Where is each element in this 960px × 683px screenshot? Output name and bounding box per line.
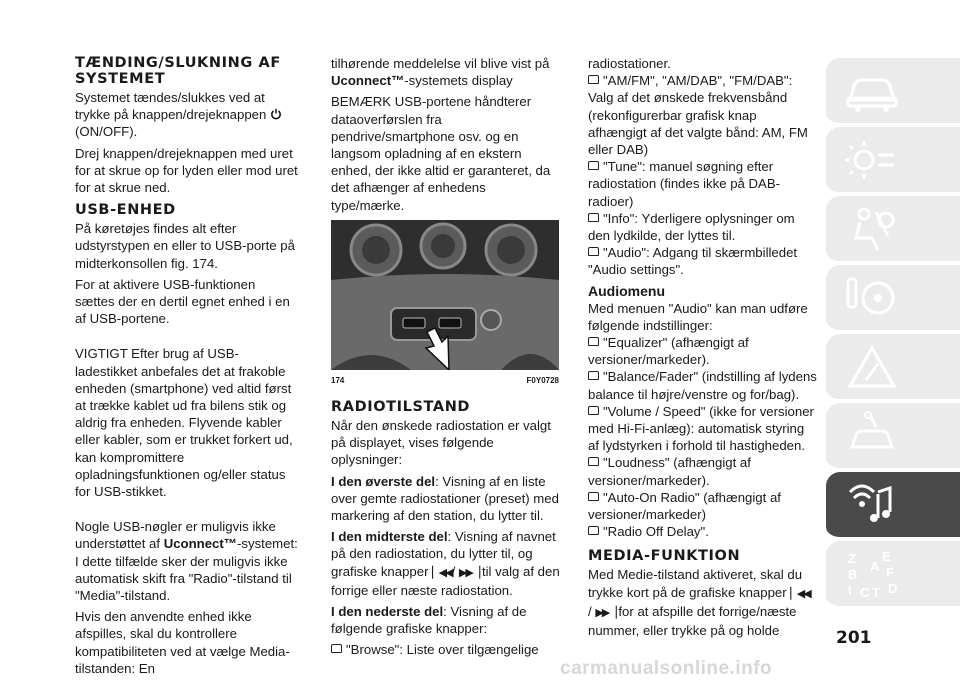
para-usb-2: For at aktivere USB-funktionen sættes der en dertil egnet enhed i en af USB-portene. bbox=[75, 276, 290, 327]
multimedia-icon bbox=[842, 478, 902, 532]
tab-maintenance[interactable] bbox=[826, 403, 960, 472]
para-audiomenu: Med menuen "Audio" kan man udføre følgende indstillinger: bbox=[588, 300, 808, 333]
chapter-sidebar bbox=[826, 58, 960, 610]
heading-media: MEDIA-FUNKTION bbox=[588, 548, 741, 565]
prev-track-icon: ▏◀◀ bbox=[790, 587, 810, 600]
bullet-car-icon bbox=[588, 337, 599, 346]
column-3 bbox=[588, 55, 818, 643]
usb-console-photo bbox=[331, 220, 559, 370]
para-usb-1: På køretøjes findes alt efter udstyrstypen en eller to USB-porte på midterkonsollen fig. 174. bbox=[75, 221, 295, 271]
tab-lights[interactable] bbox=[826, 127, 960, 196]
list-item: "Audio": Adgang til skærmbilledet "Audio settings". bbox=[588, 245, 798, 278]
figure-code: F0Y0728 bbox=[526, 375, 559, 385]
bullet-car-icon bbox=[588, 161, 599, 170]
index-letter: Z bbox=[848, 551, 856, 566]
next-track-icon: ▶▶▕ bbox=[595, 606, 615, 619]
tab-driving[interactable] bbox=[826, 265, 960, 334]
index-letter: A bbox=[870, 559, 880, 574]
para-usb-4: Nogle USB-nøgler er muligvis ikke understøttet af Uconnect™-systemet: I dette tilfælde sker der muligvis ikke automatisk skift fra "Radio"-tilstand til "Media"-tilstand. bbox=[75, 519, 298, 604]
para-ignition: Systemet tændes/slukkes ved at trykke på knappen/drejeknappen (ON/OFF). bbox=[75, 89, 298, 141]
car-icon bbox=[842, 64, 902, 118]
para-display: tilhørende meddelelse vil blive vist på Uconnect™-systemets display bbox=[331, 56, 550, 89]
para-top: I den øverste del: Visning af en liste over gemte radiostationer (preset) med markering af den station, du lytter til. bbox=[331, 473, 559, 524]
bullet-car-icon bbox=[588, 75, 599, 84]
sun-warning-icon bbox=[842, 133, 902, 187]
heading-ignition: TÆNDING/SLUKNING AF SYSTEMET bbox=[75, 55, 281, 87]
tab-index[interactable] bbox=[826, 541, 960, 610]
index-letter: T bbox=[872, 585, 880, 600]
heading-radio: RADIOTILSTAND bbox=[331, 399, 471, 416]
para-radio: Når den ønskede radiostation er valgt på displayet, vises følgende oplysninger: bbox=[331, 418, 551, 468]
index-letter: C bbox=[860, 585, 870, 600]
steering-wheel-icon bbox=[842, 271, 902, 325]
list-item: "Tune": manuel søgning efter radiostation (findes ikke på DAB-radioer) bbox=[588, 159, 781, 209]
index-letter: F bbox=[886, 565, 894, 580]
list-item: "Equalizer" (afhængigt af versioner/markeder). bbox=[588, 335, 749, 368]
column-1 bbox=[75, 55, 298, 681]
index-letter: B bbox=[848, 567, 858, 582]
index-letter: E bbox=[882, 549, 891, 564]
bullet-car-icon bbox=[331, 644, 342, 653]
footer-watermark: carmanualsonline.info bbox=[560, 658, 773, 679]
para-cont: radiostationer. bbox=[588, 56, 671, 71]
bullet-car-icon bbox=[588, 492, 599, 501]
prev-track-icon: ▏◀◀ bbox=[432, 566, 452, 579]
power-icon bbox=[270, 108, 282, 120]
road-warning-icon bbox=[842, 340, 902, 394]
para-ignition-2: Drej knappen/drejeknappen med uret for at skrue op for lyden eller mod uret for at skrue ned. bbox=[75, 145, 298, 196]
heading-usb: USB-ENHED bbox=[75, 202, 176, 219]
page-number: 201 bbox=[836, 628, 872, 648]
para-mid: I den midterste del: Visning af navnet på den radiostation, du lytter til, og grafiske knapper ▏◀◀/ ▶▶▕ til valg af den forrige eller næste radiostation. bbox=[331, 529, 560, 598]
list-item: "Browse": Liste over tilgængelige bbox=[331, 641, 561, 658]
tab-emergency[interactable] bbox=[826, 334, 960, 403]
column-2 bbox=[331, 55, 561, 659]
para-note: BEMÆRK USB-portene håndterer dataoverførslen fra pendrive/smartphone osv. og en langsom opladning af en ekstern enhed, der ikke altid er garanteret, da det afhænger af enhedens type/mærke. bbox=[331, 94, 551, 213]
wrench-car-icon bbox=[842, 409, 902, 463]
para-usb-3: VIGTIGT Efter brug af USB-ladestikket anbefales det at frakoble enheden (smartphone) ved altid først at trække kablet ud fra bilens stik og aldrig fra enheden. Flyvende kabler eller kabler, som er trukket forkert ud, kan kompromittere opladningsfunktionen og/eller status for USB-stikket. bbox=[75, 346, 293, 500]
figure-number: 174 bbox=[331, 375, 345, 385]
heading-audiomenu: Audiomenu bbox=[588, 282, 665, 299]
bullet-car-icon bbox=[588, 457, 599, 466]
tab-multimedia[interactable] bbox=[826, 472, 960, 541]
bullet-car-icon bbox=[588, 371, 599, 380]
index-letters-icon bbox=[842, 547, 902, 601]
para-usb-5: Hvis den anvendte enhed ikke afspilles, skal du kontrollere kompatibiliteten ved at vælge Media-tilstanden: En bbox=[75, 609, 290, 676]
list-item: "Info": Yderligere oplysninger om den lydkilde, der lyttes til. bbox=[588, 210, 795, 244]
index-letter: I bbox=[848, 583, 852, 598]
list-item: "Balance/Fader" (indstilling af lydens balance til højre/venstre og for/bag). bbox=[588, 369, 817, 402]
tab-safety[interactable] bbox=[826, 196, 960, 265]
next-track-icon: ▶▶▕ bbox=[458, 566, 479, 579]
list-item: "Radio Off Delay". bbox=[588, 523, 818, 540]
list-item: "Auto-On Radio" (afhængigt af versioner/markeder) bbox=[588, 489, 781, 523]
index-letter: D bbox=[888, 581, 898, 596]
para-media: Med Medie-tilstand aktiveret, skal du trykke kort på de grafiske knapper ▏◀◀ / ▶▶▕ for at afspille det forrige/næste nummer, eller trykke på og holde bbox=[588, 567, 810, 639]
tab-car[interactable] bbox=[826, 58, 960, 127]
list-item: "Loudness" (afhængigt af versioner/markeder). bbox=[588, 455, 751, 488]
bullet-car-icon bbox=[588, 247, 599, 256]
bullet-car-icon bbox=[588, 526, 599, 535]
bullet-car-icon bbox=[588, 213, 599, 222]
bullet-car-icon bbox=[588, 406, 599, 415]
list-item: "Volume / Speed" (ikke for versioner med Hi-Fi-anlæg): automatisk styring af lydstyrken i forhold til hastigheden. bbox=[588, 403, 814, 454]
figure-caption bbox=[331, 372, 559, 389]
console-illustration bbox=[331, 220, 559, 370]
list-item: "AM/FM", "AM/DAB", "FM/DAB": Valg af det ønskede frekvensbånd (rekonfigurerbar grafisk knap afhængigt af det valgte bånd: AM, FM eller DAB) bbox=[588, 73, 808, 158]
seat-airbag-icon bbox=[842, 202, 902, 256]
para-bottom: I den nederste del: Visning af de følgende grafiske knapper: bbox=[331, 604, 527, 637]
